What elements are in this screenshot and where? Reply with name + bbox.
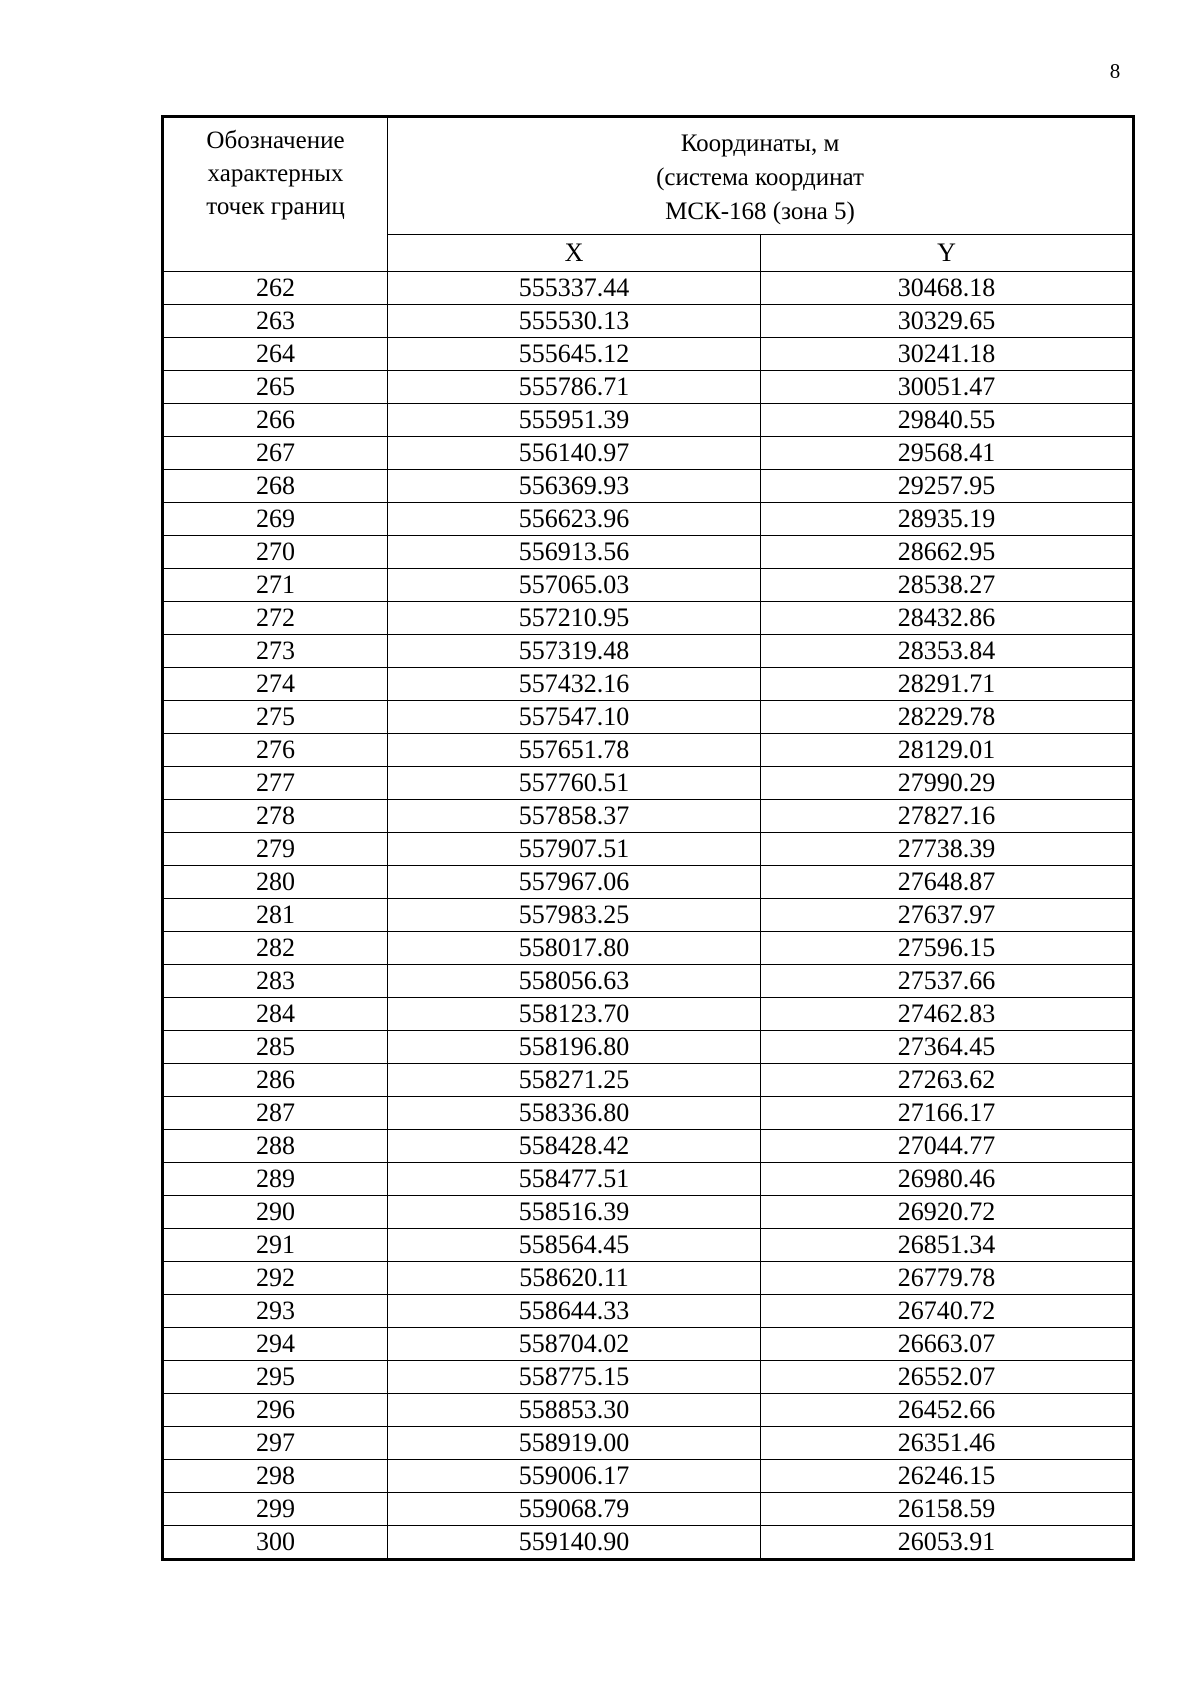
x-coordinate-cell: 558196.80 [388, 1031, 761, 1064]
table-row [163, 800, 1134, 833]
coordinates-header-line: (система координат [656, 164, 864, 191]
y-coordinate-cell: 30241.18 [761, 338, 1134, 371]
table-row [163, 1526, 1134, 1560]
point-cell: 263 [163, 305, 388, 338]
table-row [163, 833, 1134, 866]
table-row [163, 404, 1134, 437]
designation-header-line: Обозначение [206, 127, 345, 154]
point-cell: 281 [163, 899, 388, 932]
y-coordinate-cell: 27166.17 [761, 1097, 1134, 1130]
x-coordinate-cell: 558919.00 [388, 1427, 761, 1460]
designation-header-line: точек границ [206, 193, 345, 220]
point-cell: 262 [163, 272, 388, 305]
table-row [163, 1460, 1134, 1493]
y-coordinate-cell: 27462.83 [761, 998, 1134, 1031]
x-coordinate-cell: 558516.39 [388, 1196, 761, 1229]
x-coordinate-cell: 559068.79 [388, 1493, 761, 1526]
y-coordinate-cell: 27637.97 [761, 899, 1134, 932]
y-coordinate-cell: 28129.01 [761, 734, 1134, 767]
table-row [163, 1262, 1134, 1295]
point-cell: 292 [163, 1262, 388, 1295]
point-cell: 278 [163, 800, 388, 833]
coordinates-header [388, 117, 1134, 235]
x-coordinate-cell: 555530.13 [388, 305, 761, 338]
table-row [163, 734, 1134, 767]
table-row [163, 1328, 1134, 1361]
y-coordinate-cell: 26663.07 [761, 1328, 1134, 1361]
x-coordinate-cell: 557547.10 [388, 701, 761, 734]
x-coordinate-cell: 558853.30 [388, 1394, 761, 1427]
point-cell: 287 [163, 1097, 388, 1130]
x-coordinate-cell: 559006.17 [388, 1460, 761, 1493]
y-coordinate-cell: 28353.84 [761, 635, 1134, 668]
table-row [163, 998, 1134, 1031]
x-coordinate-cell: 558564.45 [388, 1229, 761, 1262]
x-coordinate-cell: 556140.97 [388, 437, 761, 470]
table-row [163, 1295, 1134, 1328]
point-cell: 290 [163, 1196, 388, 1229]
y-coordinate-cell: 26920.72 [761, 1196, 1134, 1229]
table-row [163, 932, 1134, 965]
x-coordinate-cell: 558336.80 [388, 1097, 761, 1130]
y-coordinate-cell: 26779.78 [761, 1262, 1134, 1295]
point-cell: 283 [163, 965, 388, 998]
x-coordinate-cell: 557907.51 [388, 833, 761, 866]
y-coordinate-cell: 30051.47 [761, 371, 1134, 404]
y-coordinate-cell: 30468.18 [761, 272, 1134, 305]
x-coordinate-cell: 558056.63 [388, 965, 761, 998]
y-coordinate-cell: 29840.55 [761, 404, 1134, 437]
x-coordinate-cell: 558704.02 [388, 1328, 761, 1361]
x-coordinate-cell: 557432.16 [388, 668, 761, 701]
table-row [163, 1130, 1134, 1163]
y-coordinate-cell: 28229.78 [761, 701, 1134, 734]
table-row [163, 1163, 1134, 1196]
point-cell: 280 [163, 866, 388, 899]
point-cell: 270 [163, 536, 388, 569]
x-column-header: X [388, 235, 761, 272]
x-coordinate-cell: 558428.42 [388, 1130, 761, 1163]
table-row [163, 371, 1134, 404]
x-coordinate-cell: 555951.39 [388, 404, 761, 437]
x-coordinate-cell: 558017.80 [388, 932, 761, 965]
point-cell: 299 [163, 1493, 388, 1526]
point-cell: 275 [163, 701, 388, 734]
x-coordinate-cell: 557760.51 [388, 767, 761, 800]
y-coordinate-cell: 28538.27 [761, 569, 1134, 602]
y-coordinate-cell: 27044.77 [761, 1130, 1134, 1163]
table-row [163, 767, 1134, 800]
point-cell: 296 [163, 1394, 388, 1427]
point-cell: 294 [163, 1328, 388, 1361]
point-cell: 286 [163, 1064, 388, 1097]
point-cell: 273 [163, 635, 388, 668]
x-coordinate-cell: 557983.25 [388, 899, 761, 932]
point-cell: 268 [163, 470, 388, 503]
x-coordinate-cell: 556369.93 [388, 470, 761, 503]
table-header [163, 117, 1134, 272]
page-number: 8 [1109, 59, 1121, 83]
point-cell: 277 [163, 767, 388, 800]
table-row [163, 272, 1134, 305]
x-coordinate-cell: 557319.48 [388, 635, 761, 668]
table-row [163, 437, 1134, 470]
point-cell: 264 [163, 338, 388, 371]
y-coordinate-cell: 26851.34 [761, 1229, 1134, 1262]
table-row [163, 965, 1134, 998]
table-row [163, 470, 1134, 503]
table-row [163, 635, 1134, 668]
y-coordinate-cell: 28291.71 [761, 668, 1134, 701]
x-coordinate-cell: 558123.70 [388, 998, 761, 1031]
x-coordinate-cell: 557651.78 [388, 734, 761, 767]
point-cell: 298 [163, 1460, 388, 1493]
table-row [163, 503, 1134, 536]
point-cell: 293 [163, 1295, 388, 1328]
table-row [163, 701, 1134, 734]
coordinates-header-line: МСК-168 (зона 5) [665, 198, 855, 225]
table-row [163, 1031, 1134, 1064]
point-cell: 297 [163, 1427, 388, 1460]
y-coordinate-cell: 28935.19 [761, 503, 1134, 536]
table-row [163, 1361, 1134, 1394]
table-row [163, 866, 1134, 899]
point-cell: 274 [163, 668, 388, 701]
y-coordinate-cell: 27364.45 [761, 1031, 1134, 1064]
point-cell: 295 [163, 1361, 388, 1394]
point-cell: 282 [163, 932, 388, 965]
x-coordinate-cell: 555645.12 [388, 338, 761, 371]
designation-header-line: характерных [207, 160, 344, 187]
x-coordinate-cell: 557967.06 [388, 866, 761, 899]
x-coordinate-cell: 557065.03 [388, 569, 761, 602]
point-cell: 269 [163, 503, 388, 536]
y-coordinate-cell: 27537.66 [761, 965, 1134, 998]
y-coordinate-cell: 26740.72 [761, 1295, 1134, 1328]
y-coordinate-cell: 27648.87 [761, 866, 1134, 899]
table-row [163, 1064, 1134, 1097]
table-row [163, 602, 1134, 635]
y-coordinate-cell: 27990.29 [761, 767, 1134, 800]
point-cell: 265 [163, 371, 388, 404]
y-coordinate-cell: 30329.65 [761, 305, 1134, 338]
table-body [163, 272, 1134, 1560]
table-row [163, 1097, 1134, 1130]
y-coordinate-cell: 27596.15 [761, 932, 1134, 965]
y-coordinate-cell: 26351.46 [761, 1427, 1134, 1460]
table-row [163, 305, 1134, 338]
x-coordinate-cell: 558620.11 [388, 1262, 761, 1295]
y-coordinate-cell: 29257.95 [761, 470, 1134, 503]
x-coordinate-cell: 558477.51 [388, 1163, 761, 1196]
point-cell: 291 [163, 1229, 388, 1262]
table-row [163, 1493, 1134, 1526]
point-cell: 272 [163, 602, 388, 635]
x-coordinate-cell: 555337.44 [388, 272, 761, 305]
x-coordinate-cell: 558271.25 [388, 1064, 761, 1097]
point-cell: 300 [163, 1526, 388, 1560]
x-coordinate-cell: 557210.95 [388, 602, 761, 635]
designation-header [163, 117, 388, 272]
y-coordinate-cell: 26980.46 [761, 1163, 1134, 1196]
y-coordinate-cell: 27827.16 [761, 800, 1134, 833]
y-coordinate-cell: 29568.41 [761, 437, 1134, 470]
table-row [163, 536, 1134, 569]
y-coordinate-cell: 26053.91 [761, 1526, 1134, 1560]
table-row [163, 338, 1134, 371]
y-coordinate-cell: 28432.86 [761, 602, 1134, 635]
point-cell: 276 [163, 734, 388, 767]
x-coordinate-cell: 559140.90 [388, 1526, 761, 1560]
y-coordinate-cell: 26246.15 [761, 1460, 1134, 1493]
point-cell: 288 [163, 1130, 388, 1163]
coordinates-header-line: Координаты, м [680, 130, 840, 157]
y-coordinate-cell: 26158.59 [761, 1493, 1134, 1526]
y-column-header: Y [761, 235, 1134, 272]
point-cell: 266 [163, 404, 388, 437]
point-cell: 271 [163, 569, 388, 602]
table-row [163, 1196, 1134, 1229]
x-coordinate-cell: 558644.33 [388, 1295, 761, 1328]
x-coordinate-cell: 556623.96 [388, 503, 761, 536]
table-row [163, 899, 1134, 932]
x-coordinate-cell: 556913.56 [388, 536, 761, 569]
y-coordinate-cell: 26552.07 [761, 1361, 1134, 1394]
y-coordinate-cell: 27263.62 [761, 1064, 1134, 1097]
y-coordinate-cell: 28662.95 [761, 536, 1134, 569]
table-row [163, 1427, 1134, 1460]
table-row [163, 668, 1134, 701]
y-coordinate-cell: 26452.66 [761, 1394, 1134, 1427]
point-cell: 285 [163, 1031, 388, 1064]
x-coordinate-cell: 558775.15 [388, 1361, 761, 1394]
x-coordinate-cell: 555786.71 [388, 371, 761, 404]
point-cell: 279 [163, 833, 388, 866]
coordinates-table [161, 115, 1135, 1561]
header-row-main [163, 117, 1134, 235]
y-coordinate-cell: 27738.39 [761, 833, 1134, 866]
table-row [163, 1394, 1134, 1427]
point-cell: 284 [163, 998, 388, 1031]
point-cell: 267 [163, 437, 388, 470]
table-row [163, 1229, 1134, 1262]
table-row [163, 569, 1134, 602]
x-coordinate-cell: 557858.37 [388, 800, 761, 833]
point-cell: 289 [163, 1163, 388, 1196]
